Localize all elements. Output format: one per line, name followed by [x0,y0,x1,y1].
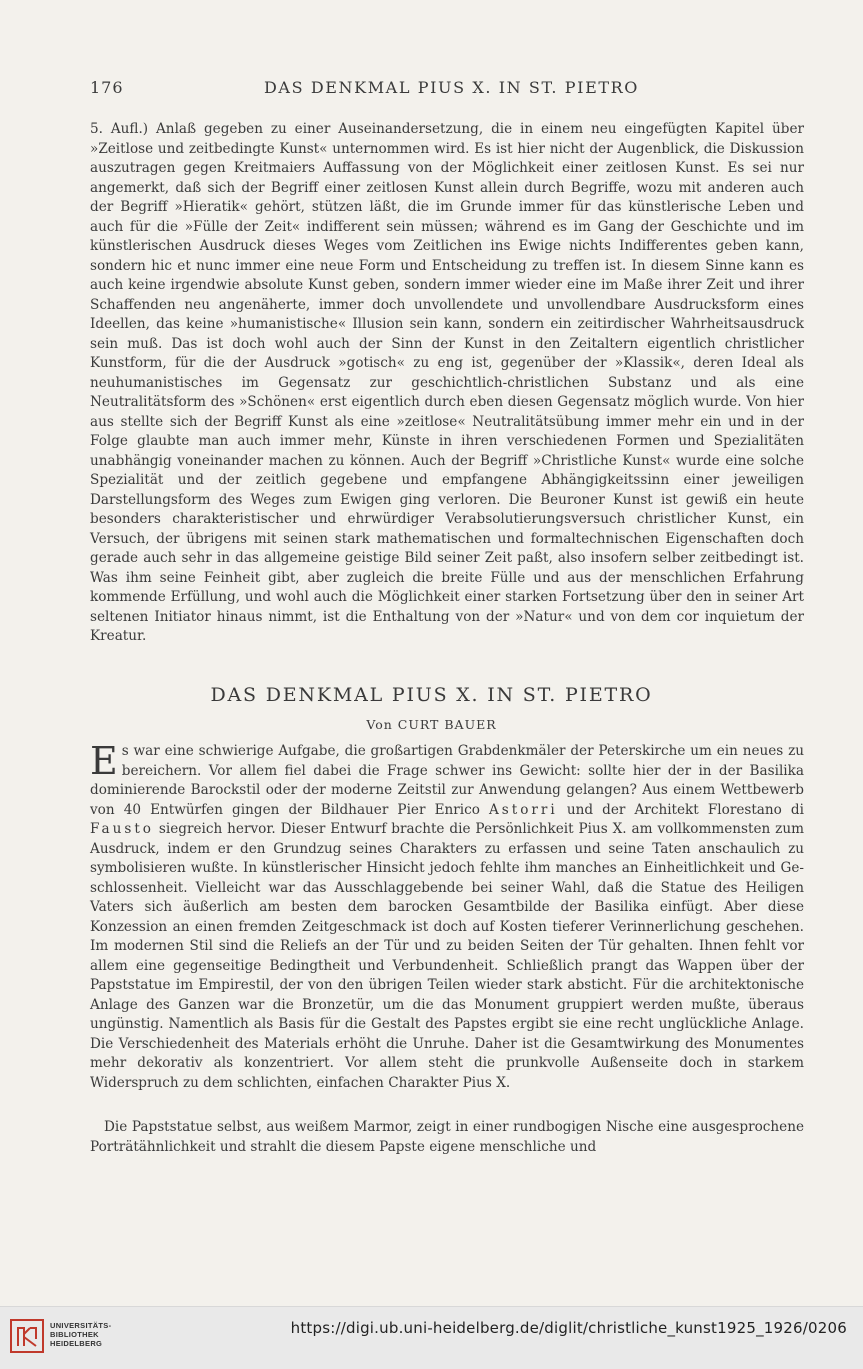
paragraph-text: siegreich hervor. Dieser Entwurf brachte die Persönlichkeit Pius X. am vollkommensten zum Ausdruck, indem er den Grundzug seines Charakters zu erfassen und seine Taten anschaulich zu symbolisieren wußte. In künstlerischer Hinsicht jedoch fehlte ihm manches an Einheitlichkeit und Geschlossenheit. Vielleicht war das Ausschlaggebende bei seiner Wahl, daß die Statue des Heiligen Vaters sich äußerlich am besten dem barocken Gesamtbilde der Basilika einfügt. Aber diese Konzession an einen fremden Zeitgeschmack ist doch auf Kosten tieferer Verinnerlichung geschehen. Im modernen Stil sind die Reliefs an der Tür und zu beiden Seiten der Tür gehalten. Ihnen fehlt vor allem eine gegenseitige Bedingtheit und Verbundenheit. Schließlich prangt das Wappen über der Papststatue im Empirestil, der von den übrigen Teilen wieder stark absticht. Für die architektonische Anlage des Ganzen war die Bronzetür, um die das Monument gruppiert werden mußte, überaus ungünstig. Namentlich als Basis für die Gestalt des Papstes ergibt sie eine recht unglückliche Anlage. Die Verschiedenheit des Materials erhöht die Unruhe. Daher ist die Gesamtwirkung des Monumentes mehr dekorativ als konzentriert. Vor allem steht die prunkvolle Außenseite doch in starkem Widerspruch zu dem schlichten, einfachen Charakter Pius X. [90,821,804,1091]
drop-cap: E [90,739,118,783]
university-seal-icon[interactable] [10,1319,44,1353]
article-heading: DAS DENKMAL PIUS X. IN ST. PIETRO [210,684,653,706]
paragraph-text: s war eine schwierige Aufgabe, die großartigen Grabdenkmäler der Peterskirche um ein neues zu bereichern. Vor allem fiel dabei die Frage schwer ins Gewicht: sollte hier der in der Basilika dominierende Barockstil oder der moderne Zeitstil zur Anwendung gelangen? Aus einem Wettbewerb von 40 Entwürfen gingen der Bildhauer Pier Enrico [90,743,804,818]
footer-bar [0,1306,863,1369]
running-title: DAS DENKMAL PIUS X. IN ST. PIETRO [264,78,639,97]
source-url-link[interactable]: https://digi.ub.uni-heidelberg.de/diglit/christliche_kunst1925_1926/0206 [290,1319,847,1337]
page-number: 176 [90,78,124,97]
article-byline: Von CURT BAUER [366,717,497,732]
running-header [90,78,804,102]
library-line: UNIVERSITÄTS- [50,1321,112,1330]
name-fausto: Fausto [90,821,154,837]
library-name [50,1321,111,1348]
article-paragraph-1 [90,739,804,1093]
paragraph-text: und der Architekt Florestano di [557,801,804,818]
name-astorri: Astorri [488,801,558,818]
paragraph-continued: 5. Aufl.) Anlaß gegeben zu einer Auseinandersetzung, die in einem neu eingefügten Kapitel über »Zeitlose und zeitbedingte Kunst« unternommen wird. Es ist hier nicht der Augenblick, die Diskussion auszutragen gegen Kreitmaiers Auffassung von der Möglichkeit einer zeitlosen Kunst. Es sei nur angemerkt, daß sich der Begriff einer zeitlosen Kunst allein durch Begriffe, wozu mit anderen auch der Begriff »Hieratik« gehört, stützen läßt, die im Grunde immer für das künstlerische Leben und auch für die »Fülle der Zeit« indifferent sein müssen; während es im Gang der Geschichte und im künstlerischen Ausdruck dieses Weges vom Zeitlichen ins Ewige nichts Indifferentes geben kann, sondern hic et nunc immer eine neue Form und Entscheidung zu treffen ist. In diesem Sinne kann es auch keine irgendwie absolute Kunst geben, sondern immer wieder eine im Maße ihrer Zeit und ihrer Schaffenden neu angenäherte, immer doch unvollendete und unvollendbare Ausdrucksform eines Ideellen, das keine »humanistische« Illusion sein kann, sondern ein zeitirdischer Wahrheitsausdruck sein muß. Das ist doch wohl auch der Sinn der Kunst in den Zeitaltern eigentlich christlicher Kunstform, für die der Ausdruck »gotisch« zu eng ist, gegenüber der »Klassik«, deren Ideal als neuhumanistisches im Gegensatz zur geschichtlich-christlichen Substanz und als eine Neutralitätsform des »Schönen« erst eigentlich durch eben diesen Gegensatz möglich wurde. Von hier aus stellte sich der Begriff Kunst als eine »zeitlose« Neutralitätsübung immer mehr ein und in der Folge glaubte man auch immer mehr, Künste in ihren verschiedenen Formen und Spezialitäten unabhängig voneinander machen zu können. Auch der Begriff »Christliche Kunst« wurde eine solche Spezialität und der zeitlich gegebene und empfangene Abhängigkeitssinn einer jeweiligen Darstellungsform des Weges zum Ewigen ging verloren. Die Beuroner Kunst ist gewiß ein heute besonders charakteristischer und ehrwürdiger Verabsolutierungsversuch christlicher Kunst, ein Versuch, der übrigens mit seinen stark mathematischen und formaltechnischen Eigenschaften doch gerade auch sehr in das allgemeine geistige Bild seiner Zeit paßt, also insofern selber zeitbedingt ist. Was ihm seine Feinheit gibt, aber zugleich die breite Fülle und aus der menschlichen Erfahrung kommende Erfüllung, und wohl auch die Möglichkeit einer starken Fortsetzung über den in seiner Art seltenen Initiator hinaus nimmt, ist die Enthaltung von der »Natur« und von dem cor inquietum der Kreatur. [90,121,804,644]
article-paragraph-2: Die Papststatue selbst, aus weißem Marmor, zeigt in einer rundbogigen Nische eine ausgesprochene Porträtähnlichkeit und strahlt die diesem Papste eigene menschliche und [90,1119,804,1155]
library-line: HEIDELBERG [50,1339,103,1348]
library-line: BIBLIOTHEK [50,1330,99,1339]
